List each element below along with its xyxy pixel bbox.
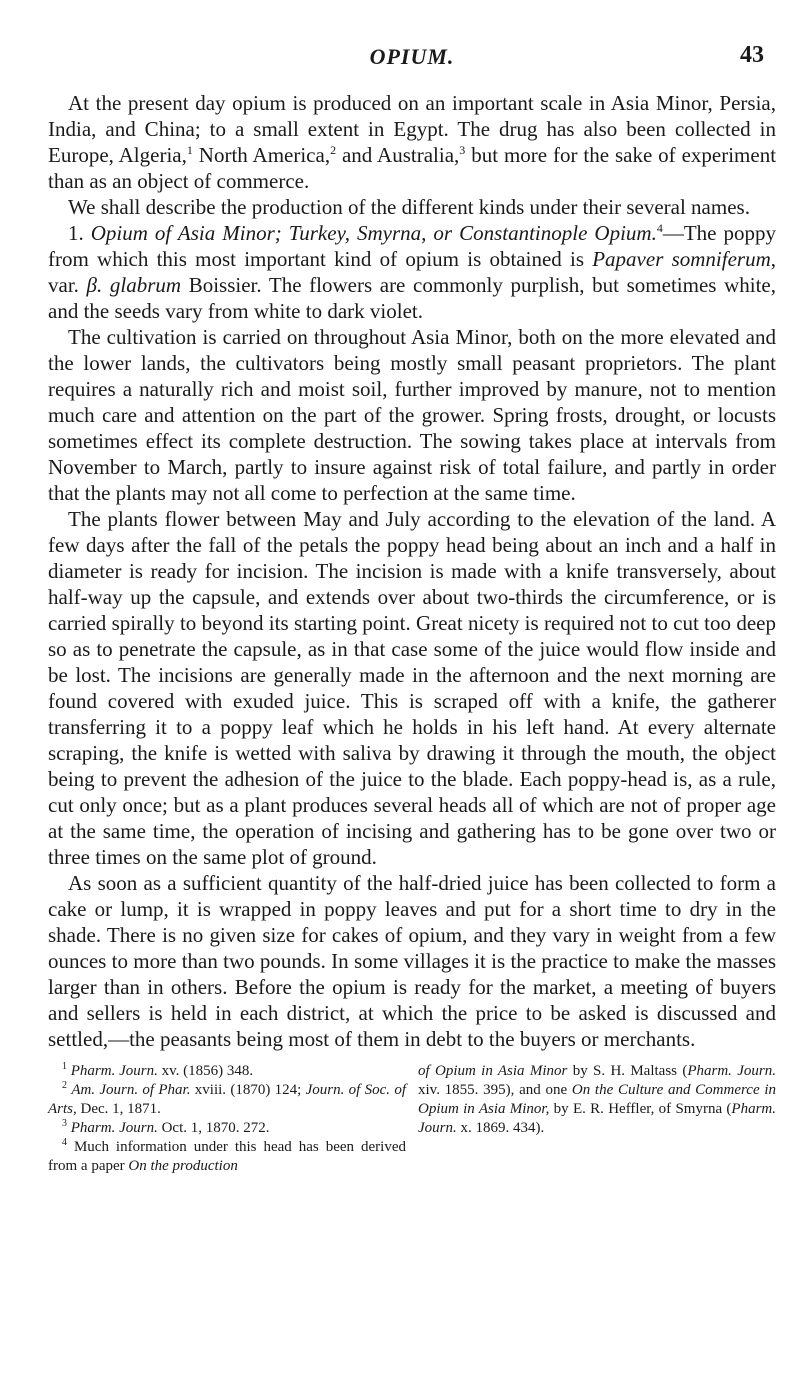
section-title: Opium of Asia Minor; Turkey, Smyrna, or Constantinople Opium. <box>90 221 657 245</box>
species-name: Papaver somniferum <box>592 247 771 271</box>
paragraph-cultivation: The cultivation is carried on throughout Asia Minor, both on the more elevated and the lower lands, the cultivators being mostly small peasant proprietors. The plant requires a naturally rich and moist soil, further improved by manure, not to mention much care and attention on the part of the grower. Spring frosts, drought, or locusts sometimes effect its complete destruction. The sowing takes place at intervals from November to March, partly to insure against risk of total failure, and partly in order that the plants may not all come to perfection at the same time. <box>48 325 776 505</box>
paragraph-intro: At the present day opium is produced on an important scale in Asia Minor, Persia, India, and China; to a small extent in Egypt. The drug has also been collected in Europe, Algeria,$^1$ North America,$^2$ and Australia,$^3$ but more for the sake of experiment than as an object of commerce. <box>48 91 777 193</box>
running-title: OPIUM. <box>369 44 455 69</box>
section-number: 1. <box>68 221 91 245</box>
page-number: 43 <box>740 42 764 68</box>
section-1-paragraph: 1. Opium of Asia Minor; Turkey, Smyrna, or Constantinople Opium.$^4$—The poppy from which this most important kind of opium is obtained is Papaver somniferum, var. β. glabrum Boissier. The flowers are commonly purplish, but sometimes white, and the seeds vary from white to dark violet. <box>48 221 777 323</box>
footnotes <box>48 1062 776 1176</box>
footnote-ref-2: 2 <box>330 143 337 157</box>
footnote-1: $^1$ Pharm. Journ. xv. (1856) 348. <box>62 1061 254 1079</box>
footnote-ref-4: 4 <box>656 221 663 235</box>
paragraph-description: We shall describe the production of the different kinds under their several names. <box>68 195 750 219</box>
body-text <box>48 90 776 1052</box>
footnote-4-continued: of Opium in Asia Minor by S. H. Maltass (Pharm. Journ. xiv. 1855. 395), and one On the Culture and Commerce in Opium in Asia Minor, by E. R. Heffler, of Smyrna (Pharm. Journ. x. 1869. 434). <box>418 1063 777 1136</box>
footnote-3: $^3$ Pharm. Journ. Oct. 1, 1870. 272. <box>62 1118 270 1136</box>
footnote-ref-3: 3 <box>459 143 466 157</box>
footnotes-right-column <box>418 1062 776 1176</box>
footnote-ref-1: 1 <box>186 143 193 157</box>
variety-name: β. glabrum <box>86 273 182 297</box>
running-header <box>48 0 776 80</box>
book-page <box>48 0 776 1176</box>
footnotes-left-column <box>48 1062 406 1176</box>
footnote-4: $^4$ Much information under this head has been derived from a paper On the production <box>48 1137 406 1174</box>
footnote-2: $^2$ Am. Journ. of Phar. xviii. (1870) 124; Journ. of Soc. of Arts, Dec. 1, 1871. <box>48 1080 406 1117</box>
paragraph-drying: As soon as a sufficient quantity of the half-dried juice has been collected to form a cake or lump, it is wrapped in poppy leaves and put for a short time to dry in the shade. There is no given size for cakes of opium, and they vary in weight from a few ounces to more than two pounds. In some villages it is the practice to make the masses larger than in others. Before the opium is ready for the market, a meeting of buyers and sellers is held in each district, at which the price to be asked is discussed and settled,—the peasants being most of them in debt to the buyers or merchants. <box>48 871 776 1051</box>
paragraph-incision: The plants flower between May and July according to the elevation of the land. A few days after the fall of the petals the poppy head being about an inch and a half in diameter is ready for incision. The incision is made with a knife transversely, about half-way up the capsule, and extends over about two-thirds the circumference, or is carried spirally to beyond its starting point. Great nicety is required not to cut too deep so as to penetrate the capsule, as in that case some of the juice would flow inside and be lost. The incisions are generally made in the afternoon and the next morning are found covered with exuded juice. This is scraped off with a knife, the gatherer transferring it to a poppy leaf which he holds in his left hand. At every alternate scraping, the knife is wetted with saliva by drawing it through the mouth, the object being to prevent the adhesion of the juice to the blade. Each poppy-head is, as a rule, cut only once; but as a plant produces several heads all of which are not of proper age at the same time, the operation of incising and gathering has to be gone over two or three times on the same plot of ground. <box>48 507 776 869</box>
